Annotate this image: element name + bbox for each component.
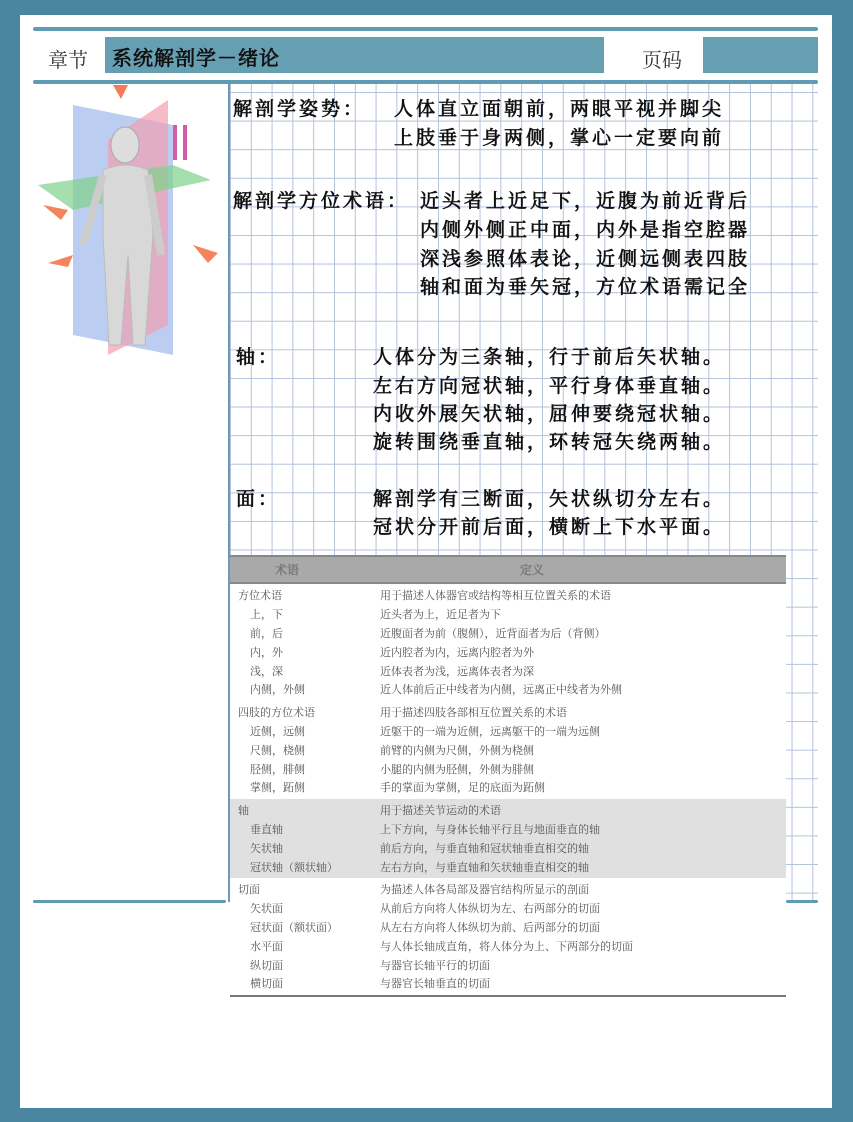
table-row [230,820,786,839]
anatomical-planes-figure [33,85,226,355]
table-row [230,974,786,993]
note-line: 内收外展矢状轴，屈伸要绕冠状轴。 [373,403,726,425]
note-line: 人体分为三条轴，行于前后矢状轴。 [373,346,726,368]
definition-cell: 左右方向，与垂直轴和矢状轴垂直相交的轴 [380,860,589,874]
term-cell: 矢状面 [250,902,283,916]
term-cell: 冠状轴（额状轴） [250,860,338,874]
bottom-divider-left [33,900,226,903]
definition-cell: 近体表者为浅，远离体表者为深 [380,664,534,678]
term-cell: 胫侧，腓侧 [250,762,305,776]
term-cell: 切面 [238,883,260,897]
definition-cell: 手的掌面为掌侧，足的底面为跖侧 [380,781,545,795]
note-line: 深浅参照体表论，近侧远侧表四肢 [420,248,751,270]
definition-cell: 从左右方向将人体纵切为前、后两部分的切面 [380,920,600,934]
chapter-label: 章节 [48,48,88,72]
table-group [230,799,786,878]
note-label-plane: 面： [236,488,281,510]
table-group [230,584,786,701]
definition-cell: 前臂的内侧为尺侧，外侧为桡侧 [380,743,534,757]
term-cell: 内侧，外侧 [250,683,305,697]
term-cell: 内，外 [250,645,283,659]
definition-cell: 用于描述人体器官或结构等相互位置关系的术语 [380,589,611,603]
table-row [230,642,786,661]
note-line: 上肢垂于身两侧，掌心一定要向前 [394,127,725,149]
note-line: 近头者上近足下，近腹为前近背后 [420,190,751,212]
page-label: 页码 [642,48,682,72]
term-cell: 尺侧，桡侧 [250,743,305,757]
note-line: 旋转围绕垂直轴，环转冠矢绕两轴。 [373,431,726,453]
table-row [230,661,786,680]
definition-cell: 近内腔者为内，远离内腔者为外 [380,645,534,659]
top-divider [33,27,818,31]
term-cell: 掌侧，跖侧 [250,781,305,795]
table-row [230,936,786,955]
term-cell: 方位术语 [238,589,282,603]
definition-cell: 近人体前后正中线者为内侧，远离正中线者为外侧 [380,683,622,697]
table-group [230,701,786,799]
table-row [230,605,786,624]
header-definition: 定义 [520,563,545,577]
chapter-value: 系统解剖学－绪论 [112,46,280,70]
table-row [230,838,786,857]
note-line: 左右方向冠状轴，平行身体垂直轴。 [373,375,726,397]
table-row [230,586,786,605]
table-row [230,899,786,918]
definition-cell: 近躯干的一端为近侧，远离躯干的一端为远侧 [380,724,600,738]
definition-cell: 为描述人体各局部及器官结构所显示的剖面 [380,883,589,897]
note-label-terms: 解剖学方位术语： [233,190,410,212]
term-cell: 浅，深 [250,664,283,678]
table-row [230,624,786,643]
term-cell: 垂直轴 [250,822,283,836]
table-row [230,857,786,876]
term-cell: 矢状轴 [250,841,283,855]
table-row [230,918,786,937]
table-row [230,778,786,797]
table-row [230,680,786,699]
table-row [230,740,786,759]
term-cell: 前，后 [250,626,283,640]
definition-cell: 与人体长轴成直角，将人体分为上、下两部分的切面 [380,939,633,953]
header-term: 术语 [275,563,300,577]
term-cell: 冠状面（额状面） [250,920,338,934]
note-line: 人体直立面朝前，两眼平视并脚尖 [394,98,725,120]
terminology-table [230,555,786,1002]
note-line: 冠状分开前后面，横断上下水平面。 [373,516,726,538]
table-row [230,703,786,722]
page-field[interactable] [703,37,818,73]
table-row [230,801,786,820]
term-cell: 轴 [238,804,249,818]
note-label-axis: 轴： [236,346,281,368]
note-line: 内侧外侧正中面，内外是指空腔器 [420,219,751,241]
term-cell: 近侧，远侧 [250,724,305,738]
definition-cell: 用于描述四肢各部相互位置关系的术语 [380,706,567,720]
term-cell: 四肢的方位术语 [238,706,315,720]
table-header [230,555,786,584]
table-group [230,878,786,997]
term-cell: 纵切面 [250,958,283,972]
table-row [230,759,786,778]
note-label-posture: 解剖学姿势： [233,98,366,120]
note-line: 解剖学有三断面，矢状纵切分左右。 [373,488,726,510]
definition-cell: 从前后方向将人体纵切为左、右两部分的切面 [380,902,600,916]
table-row [230,722,786,741]
term-cell: 横切面 [250,977,283,991]
definition-cell: 近头者为上，近足者为下 [380,608,501,622]
definition-cell: 与器官长轴平行的切面 [380,958,490,972]
term-cell: 水平面 [250,939,283,953]
definition-cell: 近腹面者为前（腹侧），近背面者为后（背侧） [380,626,606,640]
term-cell: 上，下 [250,608,283,622]
definition-cell: 与器官长轴垂直的切面 [380,977,490,991]
table-row [230,880,786,899]
definition-cell: 小腿的内侧为胫侧，外侧为腓侧 [380,762,534,776]
table-row [230,955,786,974]
bottom-divider-right [786,900,818,903]
definition-cell: 上下方向，与身体长轴平行且与地面垂直的轴 [380,822,600,836]
definition-cell: 用于描述关节运动的术语 [380,804,501,818]
definition-cell: 前后方向，与垂直轴和冠状轴垂直相交的轴 [380,841,589,855]
note-line: 轴和面为垂矢冠，方位术语需记全 [420,276,751,298]
